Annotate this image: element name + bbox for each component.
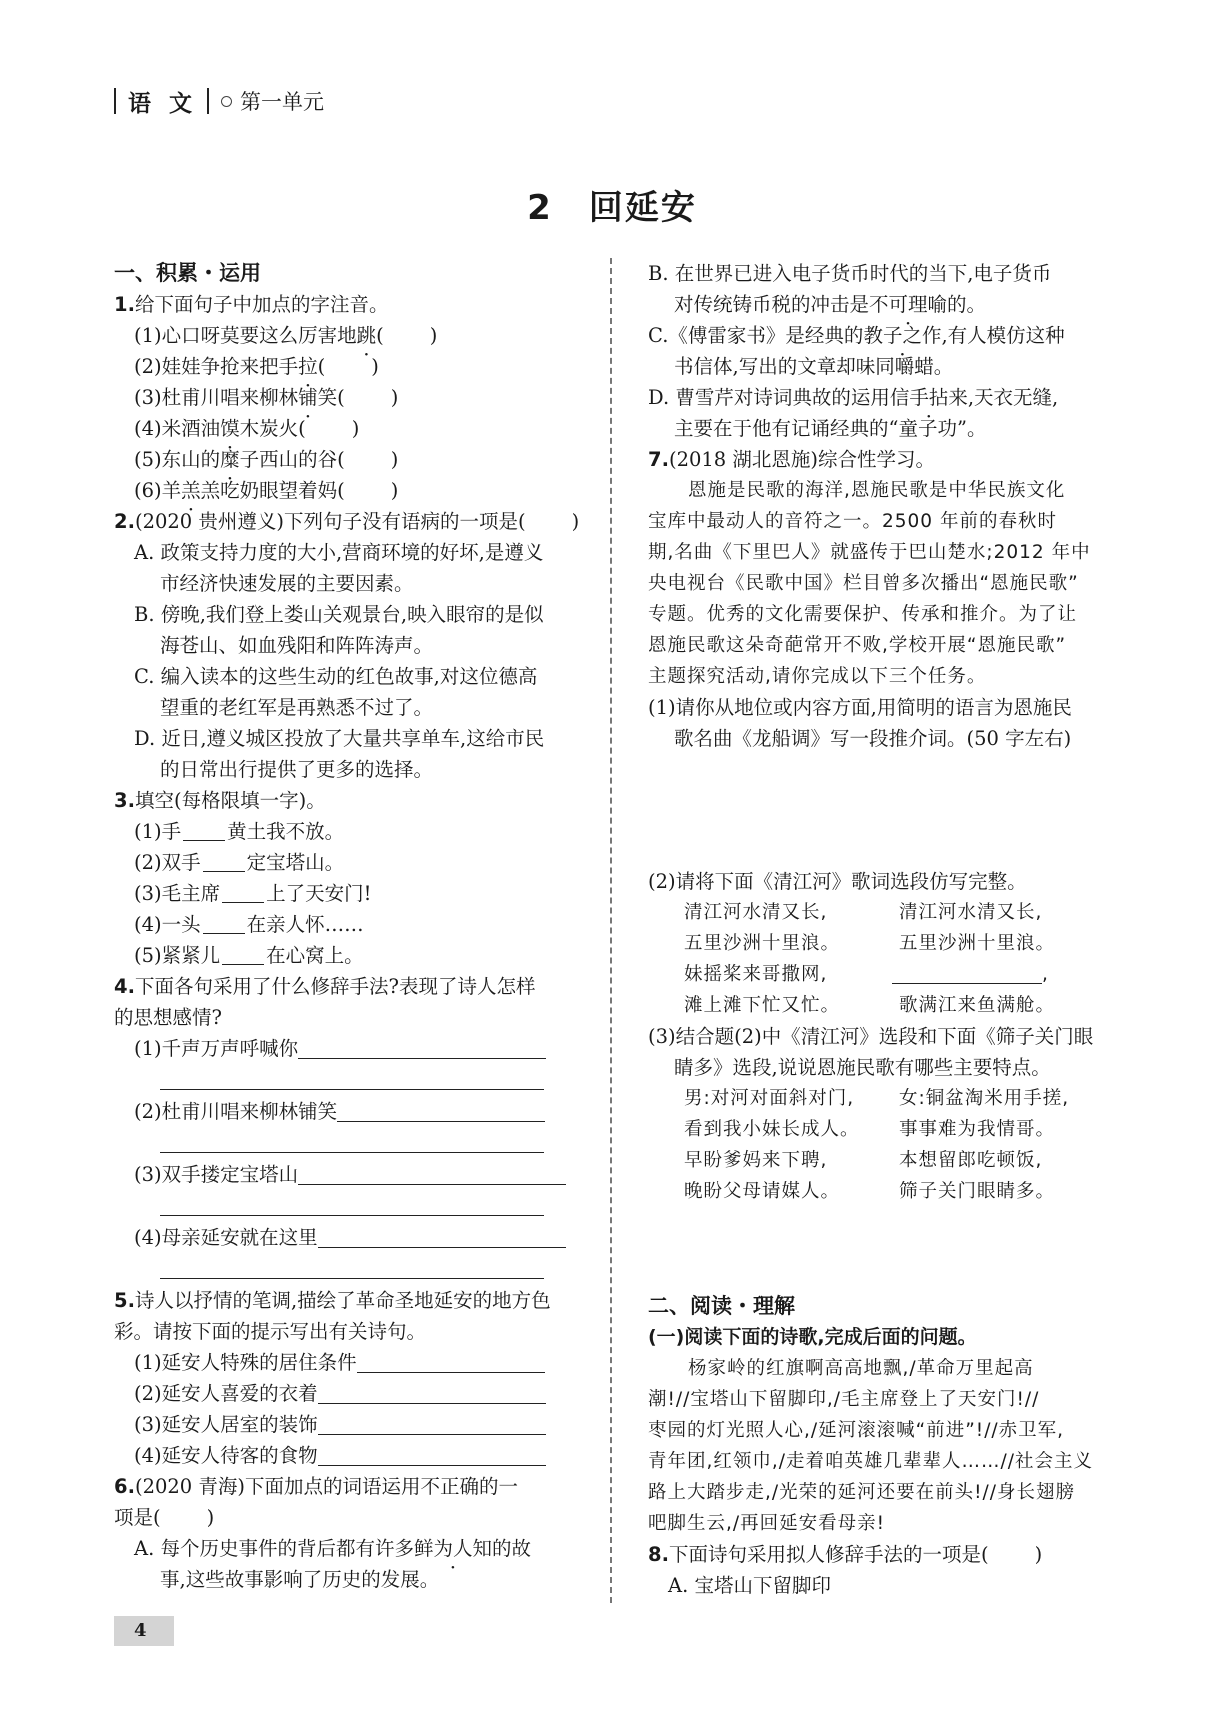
- question-number: 1.: [114, 293, 135, 316]
- option-line: 主要在于他有记诵经典的“童子功”。: [674, 417, 987, 440]
- task-line: (2)请将下面《清江河》歌词选段仿写完整。: [648, 870, 1027, 893]
- passage-line: 央电视台《民歌中国》栏目曾多次播出“恩施民歌”: [648, 573, 1079, 594]
- question-number: 7.: [648, 448, 669, 471]
- option-line: 书信体,写出的文章却味同嚼蜡。: [674, 355, 954, 378]
- answer-line[interactable]: [160, 1067, 544, 1090]
- dotted-char: 拉: [298, 355, 318, 378]
- option-line: A. 宝塔山下留脚印: [668, 1574, 831, 1597]
- answer-item: (2)杜甫川唱来柳林铺笑: [114, 1096, 592, 1127]
- question-text: (2020 贵州遵义)下列句子没有语病的一项是(: [134, 510, 526, 533]
- answer-item: (4)母亲延安就在这里: [114, 1222, 592, 1253]
- reading-heading: (一)阅读下面的诗歌,完成后面的问题。: [648, 1326, 977, 1348]
- option-line: 对传统铸币税的冲击是不可理喻的。: [674, 293, 987, 316]
- option-line: 望重的老红军是再熟悉不过了。: [160, 696, 434, 719]
- pinyin-item: (4)米酒油馍木炭火( ): [134, 417, 360, 440]
- right-column: [648, 258, 1114, 1601]
- dotted-char: 羔: [181, 479, 201, 502]
- dotted-char: 糜: [220, 448, 240, 471]
- option-line: A. 政策支持力度的大小,营商环境的好坏,是遵义: [134, 541, 544, 564]
- answer-item: (1)千声万声呼喊你: [114, 1033, 592, 1064]
- question-stem: [114, 1285, 592, 1316]
- lesson-name: 回延安: [588, 188, 697, 228]
- option-line: 市经济快速发展的主要因素。: [160, 572, 414, 595]
- page-number: 4: [114, 1616, 174, 1646]
- question-text: 下面各句采用了什么修辞手法?表现了诗人怎样: [134, 975, 536, 998]
- pinyin-item: (6)羊羔羔吃奶眼望着妈( ): [134, 479, 399, 502]
- option-line: 海苍山、如血残阳和阵阵涛声。: [160, 634, 434, 657]
- answer-line[interactable]: [357, 1350, 545, 1373]
- option-line: B. 在世界已进入电子货币时代的当下,电子货币: [648, 262, 1052, 285]
- passage-line: 期,名曲《下里巴人》就盛传于巴山楚水;2012 年中: [648, 542, 1091, 563]
- pinyin-item: (3)杜甫川唱来柳林铺笑( ): [134, 386, 399, 409]
- answer-line[interactable]: [337, 1099, 545, 1122]
- answer-line[interactable]: [298, 1162, 566, 1185]
- poem-row: 男:对河对面斜对门, 女:铜盆淘米用手搓,: [684, 1088, 1070, 1109]
- question-text: 项是( ): [114, 1506, 215, 1529]
- poem-line: 杨家岭的红旗啊高高地飘,/革命万里起高: [688, 1358, 1034, 1379]
- poem-row: 看到我小妹长成人。 事事难为我情哥。: [684, 1119, 1056, 1140]
- answer-line[interactable]: [160, 1256, 544, 1279]
- fill-item: (1)手 黄土我不放。: [134, 820, 345, 843]
- answer-item: (4)延安人待客的食物: [114, 1440, 592, 1471]
- question-stem: [114, 971, 592, 1002]
- answer-item: [114, 1127, 592, 1159]
- task-line: 歌名曲《龙船调》写一段推介词。(50 字左右): [674, 727, 1072, 750]
- poem-row: 晚盼父母请媒人。 筛子关门眼睛多。: [684, 1181, 1056, 1202]
- option-line: 的日常出行提供了更多的选择。: [160, 758, 434, 781]
- dotted-word: 信手拈来: [889, 386, 968, 409]
- question-stem: 8.下面诗句采用拟人修辞手法的一项是( ): [648, 1543, 1043, 1566]
- question-stem: [114, 289, 592, 320]
- question-stem: 2.(2020 贵州遵义)下列句子没有语病的一项是( ): [114, 510, 580, 533]
- answer-item: (2)延安人喜爱的衣着: [114, 1378, 592, 1409]
- question-number: 4.: [114, 975, 135, 998]
- question-number: 3.: [114, 789, 135, 812]
- dotted-word: 不可理喻: [869, 293, 948, 316]
- fill-item: (2)双手 定宝塔山。: [134, 851, 345, 874]
- poem-line: 路上大踏步走,/光荣的延河还要在前头!//身长翅膀: [648, 1482, 1075, 1503]
- passage-line: 恩施民歌这朵奇葩常开不败,学校开展“恩施民歌”: [648, 635, 1067, 656]
- question-text: 填空(每格限填一字)。: [134, 789, 326, 812]
- question-number: 5.: [114, 1289, 135, 1312]
- fill-blank[interactable]: [222, 882, 264, 903]
- poem-row: 滩上滩下忙又忙。 歌满江来鱼满舱。: [684, 995, 1056, 1016]
- answer-line[interactable]: [318, 1225, 566, 1248]
- fill-item: (5)紧紧儿 在心窝上。: [134, 944, 364, 967]
- option-line: 事,这些故事影响了历史的发展。: [160, 1568, 440, 1591]
- poem-line: 青年团,红领巾,/走着咱英雄几辈辈人……//社会主义: [648, 1451, 1093, 1472]
- question-number: 2.: [114, 510, 135, 533]
- option-line: D. 近日,遵义城区投放了大量共享单车,这给市民: [134, 727, 545, 750]
- question-stem: [114, 785, 592, 816]
- fill-blank[interactable]: [203, 913, 245, 934]
- passage-line: 专题。优秀的文化需要保护、传承和推介。为了让: [648, 604, 1078, 625]
- subject-label: 语 文: [128, 90, 198, 117]
- answer-item: (3)延安人居室的装饰: [114, 1409, 592, 1440]
- dotted-char: 铺: [298, 386, 318, 409]
- option-line: A. 每个历史事件的背后都有许多鲜为人知的故: [134, 1537, 532, 1560]
- task-line: (3)结合题(2)中《清江河》选段和下面《筛子关门眼: [648, 1025, 1094, 1048]
- question-stem: [648, 444, 1114, 475]
- question-stem: [114, 1471, 592, 1502]
- dotted-char: 跳: [356, 324, 377, 347]
- answer-space[interactable]: [648, 1207, 1114, 1291]
- pinyin-item: (5)东山的糜子西山的谷( ): [134, 448, 399, 471]
- task-line: 睛多》选段,说说恩施民歌有哪些主要特点。: [674, 1056, 1051, 1079]
- poem-line: 潮!//宝塔山下留脚印,/毛主席登上了天安门!//: [648, 1389, 1040, 1410]
- fill-blank[interactable]: [203, 851, 245, 872]
- poem-row: 清江河水清又长, 清江河水清又长,: [684, 902, 1043, 923]
- header-bar: [114, 88, 116, 114]
- question-text: (2018 湖北恩施)综合性学习。: [668, 448, 936, 471]
- answer-item: [114, 1253, 592, 1285]
- question-text: (2020 青海)下面加点的词语运用不正确的一: [134, 1475, 519, 1498]
- answer-line[interactable]: [160, 1130, 544, 1153]
- answer-line[interactable]: [298, 1036, 546, 1059]
- fill-item: (3)毛主席 上了天安门!: [134, 882, 372, 905]
- poem-line: 吧脚生云,/再回延安看母亲!: [648, 1513, 886, 1534]
- poem-row: 妹摇桨来哥撒网, ,: [648, 959, 1114, 990]
- passage-line: 宝库中最动人的音符之一。2500 年前的春秋时: [648, 511, 1057, 532]
- dotted-char: 馍: [220, 417, 240, 440]
- option-line: B. 傍晚,我们登上娄山关观景台,映入眼帘的是似: [134, 603, 544, 626]
- unit-label: 第一单元: [240, 90, 325, 114]
- answer-line[interactable]: [892, 961, 1042, 984]
- dotted-word: 教子之作: [863, 324, 942, 347]
- fill-item: (4)一头 在亲人怀……: [134, 913, 364, 936]
- task-line: (1)请你从地位或内容方面,用简明的语言为恩施民: [648, 696, 1072, 719]
- question-number: 8.: [648, 1543, 669, 1566]
- question-text: 的思想感情?: [114, 1006, 222, 1029]
- column-divider: [610, 258, 612, 1603]
- pinyin-item: (2)娃娃争抢来把手拉( ): [134, 355, 379, 378]
- dotted-word: 鲜为人知: [413, 1537, 492, 1560]
- poem-row: 早盼爹妈来下聘, 本想留郎吃顿饭,: [684, 1150, 1043, 1171]
- fill-blank[interactable]: [222, 944, 264, 965]
- answer-line[interactable]: [160, 1193, 544, 1216]
- answer-item: [114, 1064, 592, 1096]
- question-text: 彩。请按下面的提示写出有关诗句。: [114, 1320, 427, 1343]
- section-heading: 二、阅读・理解: [648, 1294, 795, 1318]
- poem-row: 五里沙洲十里浪。 五里沙洲十里浪。: [684, 933, 1056, 954]
- answer-item: (1)延安人特殊的居住条件: [114, 1347, 592, 1378]
- question-number: 6.: [114, 1475, 135, 1498]
- header-bar: [207, 88, 209, 114]
- passage-line: 恩施是民歌的海洋,恩施民歌是中华民族文化: [688, 480, 1066, 501]
- answer-line[interactable]: [318, 1381, 546, 1404]
- fill-blank[interactable]: [183, 820, 225, 841]
- option-line: C. 编入读本的这些生动的红色故事,对这位德高: [134, 665, 538, 688]
- section-heading: 一、积累・运用: [114, 261, 261, 285]
- answer-line[interactable]: [318, 1412, 546, 1435]
- passage-line: 主题探究活动,请你完成以下三个任务。: [648, 666, 987, 687]
- question-text: 给下面句子中加点的字注音。: [134, 293, 389, 316]
- question-text: 诗人以抒情的笔调,描绘了革命圣地延安的地方色: [134, 1289, 551, 1312]
- answer-item: (3)双手搂定宝塔山: [114, 1159, 592, 1190]
- circle-icon: [221, 96, 232, 107]
- pinyin-item: (1)心口呀莫要这么厉害地跳( ): [134, 324, 438, 347]
- page-header: [114, 86, 324, 116]
- answer-space[interactable]: [648, 754, 1114, 866]
- option-line: D. 曹雪芹对诗词典故的运用信手拈来,天衣无缝,: [648, 386, 1059, 409]
- left-column: [114, 258, 592, 1595]
- answer-line[interactable]: [318, 1443, 546, 1466]
- lesson-title: [0, 180, 1224, 229]
- poem-line: 枣园的灯光照人心,/延河滚滚喊“前进”!//赤卫军,: [648, 1420, 1065, 1441]
- option-line: C.《傅雷家书》是经典的教子之作,有人模仿这种: [648, 324, 1065, 347]
- answer-item: [114, 1190, 592, 1222]
- imitation-blank-row: ,: [892, 959, 1114, 990]
- question-text: 下面诗句采用拟人修辞手法的一项是(: [668, 1543, 989, 1566]
- lesson-number: 2: [527, 188, 553, 228]
